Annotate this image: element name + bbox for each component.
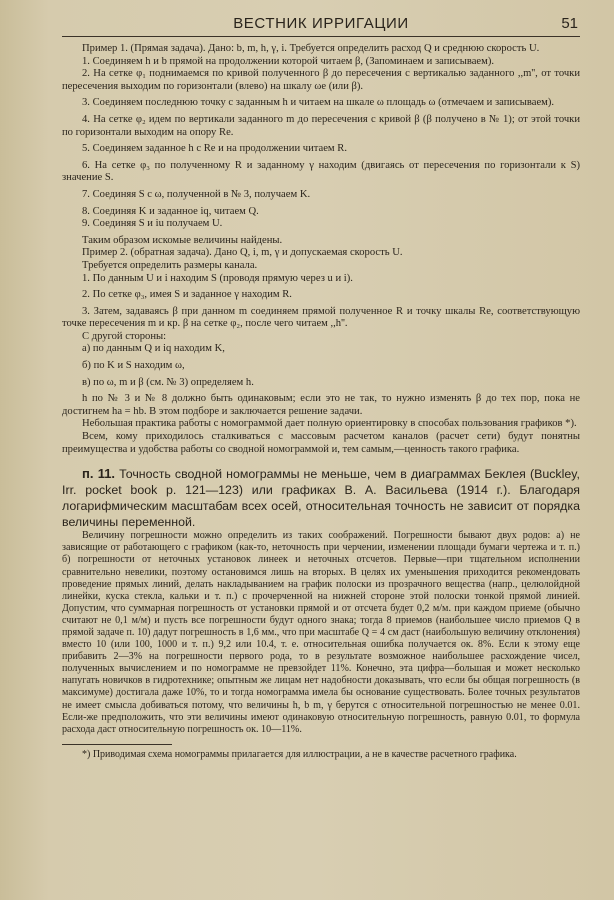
footnote-rule bbox=[62, 744, 172, 745]
page-body bbox=[62, 43, 580, 761]
step-8: 8. Соединяя K и заданное iq, читаем Q. bbox=[82, 205, 259, 217]
item-b: б) по K и S находим ω, bbox=[82, 360, 185, 372]
item-c: в) по ω, m и β (см. № 3) определяем h. bbox=[82, 376, 254, 388]
practice-paragraph: Небольшая практика работы с номограммой дает полную ориентировку в способах пользования графиков *). bbox=[82, 418, 577, 430]
step-2: 2. На сетке φ₁ поднимаемся по кривой полученного β до пересечения с вертикалью заданного ,,m'', от точки пересечения выходим по горизонтали (влево) на шкалу ωe (или β). bbox=[62, 68, 580, 92]
error-discussion bbox=[62, 530, 580, 736]
example-1-intro: Пример 1. (Прямая задача). Дано: b, m, h, γ, i. Требуется определить расход Q и среднюю скорость U. bbox=[82, 43, 540, 54]
step-4: 4. На сетке φ₂ идем по вертикали заданного m до пересечения с кривой β (β получено в № 1); от этой точки по горизонтали выходим на опору Re. bbox=[62, 113, 580, 138]
item-a: а) по данным Q и iq находим K, bbox=[82, 343, 225, 355]
other-side: С другой стороны: bbox=[82, 330, 167, 342]
running-header bbox=[62, 14, 580, 37]
value-paragraph: Всем, кому приходилось сталкиваться с массовым расчетом каналов (расчет сети) будут понятны преимущества и удобства работы со сводной номограммой и, тем самым,—ценность такого графика. bbox=[62, 431, 580, 455]
page-number: 51 bbox=[561, 15, 578, 32]
error-paragraph: Величину погрешности можно определить из таких соображений. Погрешности бывают двух родов: а) не зависящие от работающего с графиком (как-то, неточность при черчении, изменении площади бумаги чертежа и т. п.) б) погрешности от неточных установок линеек и неточных отсчетов. Первые—при тщательном исполнении сравнительно невелики, поэтому остановимся лишь на вторых. В целях их уменьшения приходится рекомендовать проведение прямых линий, делать накладыванием на график полоски из прозрачного вещества (напр., целюлойдной линейки, куска стекла, кальки и т. п.) с прочерченной на нижней стороне этой полоски тонкой прямой линией. Допустим, что суммарная погрешность от установки прямой и от отсчета будет 0,2 м/м. при каждом приеме (обычно считают не 0,1 м/м) и пусть все погрешности будут одного знака; тогда 8 приемов (наибольшее число приемов Q в прямой задаче п. 10) дадут погрешность в 1,6 мм., что при масштабе Q = 4 см даст (наибольшую величину отклонения) вместо 10 (или 100, 1000 и т. п.) 9,2 или 10.4, т. е. относительная ошибка получается ок. 8%. Если к этому еще прибавить 2—3% на погрешности первого рода, то в результате возможное наибольшее расхождение чисел, полученных вычислением и по номограмме не превзойдет 11%. Конечно, эта цифра—большая и может несколько напугать новичков в гидротехнике; опытным же лицам нет надобности доказывать, что если бы общая погрешность (в максимуме) достигала даже 10%, то и тогда номограмма имела бы основание существовать. Более точных результатов не имеет смысла добиваться потому, что величины h, b m, γ берутся с относительной погрешностью не менее 0.01. Если-же предположить, что эти величины имеют одинаковую относительную погрешность, равную 0.01, то формула расхода даст относительную погрешность ок. 10—11%. bbox=[62, 530, 580, 735]
step-3: 3. Соединяем последнюю точку с заданным h и читаем на шкале ω площадь ω (отмечаем и записываем). bbox=[82, 97, 555, 109]
ex2-step-1: 1. По данным U и i находим S (проводя прямую через u и i). bbox=[82, 272, 353, 284]
section-11 bbox=[62, 466, 580, 530]
step-7: 7. Соединяя S с ω, полученной в № 3, получаем K. bbox=[82, 188, 311, 200]
step-6: 6. На сетке φ₃ по полученному R и заданному γ находим (двигаясь от пересечения по горизонтали к S) значение S. bbox=[62, 159, 580, 184]
footnote: *) Приводимая схема номограммы прилагается для иллюстрации, а не в качестве расчетного графика. bbox=[82, 748, 517, 760]
ex2-step-3: 3. Затем, задаваясь β при данном m соединяем прямой полученное R и точку шкалы Re, соответствующую точке пересечения m и кр. β на сетке φ₂, после чего читаем ,,h''. bbox=[62, 305, 580, 330]
selection-paragraph: h по № 3 и № 8 должно быть одинаковым; если это не так, то нужно изменять β до тех пор, пока не достигнем hа = hb. В этом подборе и заключается решение задачи. bbox=[62, 393, 580, 417]
step-5: 5. Соединяем заданное h с Re и на продолжении читаем R. bbox=[82, 143, 348, 155]
example-2-task: Требуется определить размеры канала. bbox=[82, 259, 258, 271]
step-9: 9. Соединяя S и iu получаем U. bbox=[82, 218, 223, 230]
journal-title: ВЕСТНИК ИРРИГАЦИИ bbox=[233, 15, 409, 32]
result-line: Таким образом искомые величины найдены. bbox=[82, 234, 283, 246]
ex2-step-2: 2. По сетке φ₃, имея S и заданное γ находим R. bbox=[82, 289, 292, 301]
section-text: Точность сводной номограммы не меньше, чем в диаграммах Беклея (Buckley, Irr. pocket book p. 121—123) или графиках В. А. Васильева (1914 г.). Благодаря логарифмическим масштабам всех осей, относительная точность не зависит от порядка величины переменной. bbox=[62, 467, 580, 530]
example-2-intro: Пример 2. (обратная задача). Дано Q, i, m, γ и допускаемая скорость U. bbox=[82, 247, 403, 259]
step-1: 1. Соединяем h и b прямой на продолжении которой читаем β, (Запоминаем и записываем). bbox=[82, 55, 495, 67]
section-number: п. 11. bbox=[82, 466, 116, 482]
